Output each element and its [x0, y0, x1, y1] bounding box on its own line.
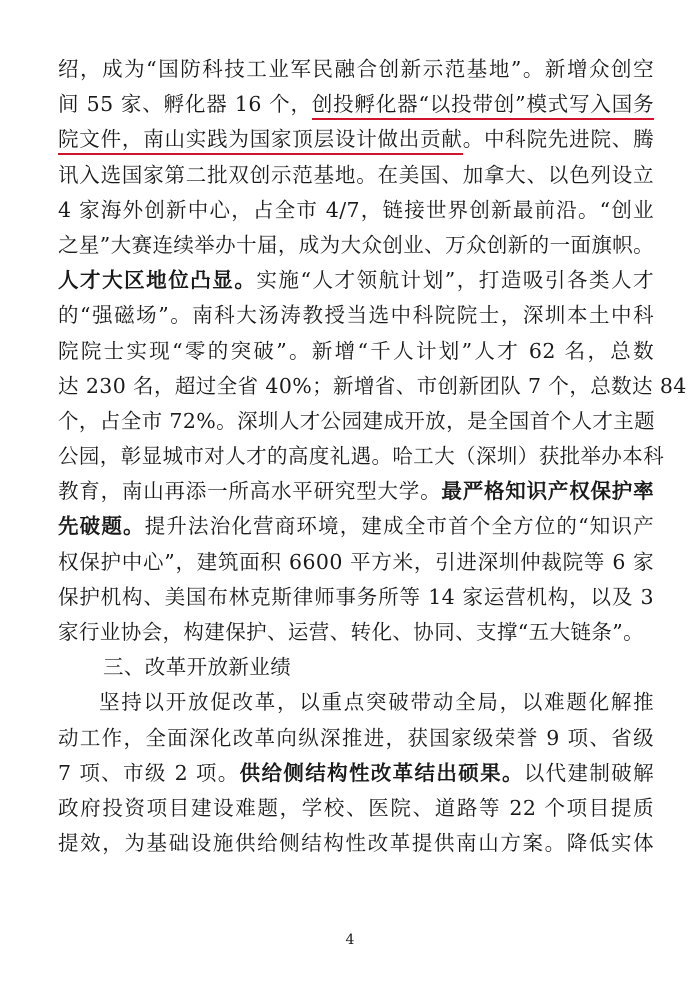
- text-line-4: 讯入选国家第二批双创示范基地。在美国、加拿大、以色列设立: [58, 162, 654, 187]
- text-line-11: 个，占全市 72%。深圳人才公园建成开放，是全国首个人才主题: [58, 408, 656, 433]
- text-line-15: 权保护中心”，建筑面积 6600 平方米，引进深圳仲裁院等 6 家: [58, 549, 654, 574]
- text-line-14: 先破题。提升法治化营商环境，建成全市首个全方位的“知识产: [58, 514, 654, 539]
- text-line-6: 之星”大赛连续举办十届，成为大众创业、万众创新的一面旗帜。: [58, 232, 655, 257]
- bold-subheading: 供给侧结构性改革结出硕果。: [239, 760, 524, 785]
- text-line-17: 家行业协会，构建保护、运营、转化、协同、支撑“五大链条”。: [58, 620, 645, 644]
- text-line-16: 保护机构、美国布林克斯律师事务所等 14 家运营机构，以及 3: [58, 584, 654, 609]
- bold-subheading: 先破题。: [58, 514, 145, 539]
- text-line-23: 提效，为基础设施供给侧结构性改革提供南山方案。降低实体: [58, 831, 654, 856]
- text-line-3: 院文件，南山实践为国家顶层设计做出贡献。中科院先进院、腾: [58, 122, 654, 157]
- red-underlined-text: 创投孵化器“以投带创”模式写入国务: [312, 92, 654, 120]
- text-line-7: 人才大区地位凸显。实施“人才领航计划”，打造吸引各类人才: [58, 268, 655, 293]
- text-line-21: 7 项、市级 2 项。供给侧结构性改革结出硕果。以代建制破解: [58, 760, 654, 785]
- bold-subheading: 人才大区地位凸显。: [58, 268, 257, 293]
- text-line-19: 坚持以开放促改革，以重点突破带动全局，以难题化解推: [99, 690, 654, 715]
- bold-subheading: 最严格知识产权保护率: [441, 479, 655, 504]
- text-line-5: 4 家海外创新中心，占全市 4/7，链接世界创新最前沿。“创业: [58, 197, 654, 222]
- text-line-13: 教育，南山再添一所高水平研究型大学。最严格知识产权保护率: [58, 479, 655, 504]
- document-body: [58, 52, 687, 861]
- text-line-22: 政府投资项目建设难题，学校、医院、道路等 22 个项目提质: [58, 795, 654, 820]
- text-line-12: 公园，彰显城市对人才的高度礼遇。哈工大（深圳）获批举办本科: [58, 444, 665, 469]
- page-number: 4: [345, 932, 355, 948]
- red-underlined-text: 院文件，南山实践为国家顶层设计做出贡献: [58, 127, 463, 155]
- text-line-10: 达 230 名，超过全省 40%；新增省、市创新团队 7 个，总数达 84: [58, 373, 687, 398]
- text-line-2: 间 55 家、孵化器 16 个，创投孵化器“以投带创”模式写入国务: [58, 87, 654, 122]
- text-line-1: 绍，成为“国防科技工业军民融合创新示范基地”。新增众创空: [58, 57, 654, 81]
- section-heading: 三、改革开放新业绩: [103, 655, 292, 680]
- text-line-20: 动工作，全面深化改革向纵深推进，获国家级荣誉 9 项、省级: [58, 725, 654, 750]
- text-line-8: 的“强磁场”。南科大汤涛教授当选中科院院士，深圳本土中科: [58, 303, 654, 328]
- text-line-9: 院院士实现“零的突破”。新增“千人计划”人才 62 名，总数: [58, 338, 654, 363]
